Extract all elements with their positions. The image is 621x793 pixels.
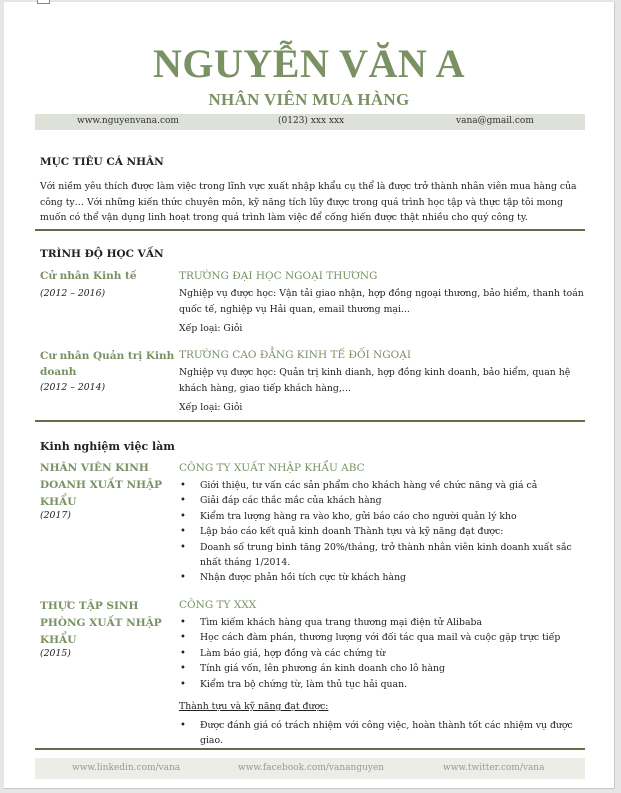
education-description <box>179 365 589 396</box>
experience-duties-list <box>179 478 579 586</box>
section-divider <box>35 420 585 422</box>
achievements-title: Thành tựu và kỹ năng đạt được: <box>179 701 329 712</box>
contact-website[interactable]: www.nguyenvana.com <box>77 116 179 126</box>
position-line: THỰC TẬP SINH <box>40 600 139 612</box>
list-item: • Học cách đàm phán, thương lượng với đối tác qua mail và cuộc gặp trực tiếp <box>179 630 579 645</box>
objective-title: MỤC TIÊU CÁ NHÂN <box>40 156 164 168</box>
education-title: TRÌNH ĐỘ HỌC VẤN <box>40 248 164 260</box>
degree-line: doanh <box>40 366 77 378</box>
section-divider <box>35 748 585 750</box>
experience-title: Kinh nghiệm việc làm <box>40 440 175 453</box>
page-corner-marker <box>37 0 50 4</box>
description-line: quốc tế, nghiệp vụ Hải quan, email thương mại... <box>179 303 410 315</box>
education-degree <box>40 348 174 380</box>
contact-bar <box>35 114 585 130</box>
experience-position <box>40 598 162 649</box>
achievements-list <box>179 718 579 749</box>
description-line: Nghiệp vụ được học: Quản trị kinh dianh, hợp đồng kinh doanh, bảo hiểm, quan hệ <box>179 367 571 378</box>
education-school: TRƯỜNG CAO ĐẲNG KINH TẾ ĐỐI NGOẠI <box>179 349 411 361</box>
description-line: khách hàng, giao tiếp khách hàng,… <box>179 382 352 394</box>
objective-line: Với niềm yêu thích được làm việc trong lĩnh vực xuất nhập khẩu cụ thể là được trở thành nhân viên mua hàng của <box>40 181 577 192</box>
section-divider <box>35 229 585 231</box>
list-item: • Doanh số trung bình tăng 20%/tháng, trở thành nhân viên kinh doanh xuất sắc nhất tháng 1/2014. <box>179 540 579 571</box>
degree-line: Cư nhân Quản trị Kinh <box>40 350 175 362</box>
list-item: • Giải đáp các thắc mắc của khách hàng <box>179 493 579 508</box>
position-line: KHẨU <box>40 496 77 508</box>
education-period: (2012 – 2016) <box>40 288 106 299</box>
experience-period: (2017) <box>40 510 71 521</box>
document-page <box>4 2 615 789</box>
experience-duties-list <box>179 615 579 692</box>
education-degree <box>40 268 137 284</box>
footer-facebook-link[interactable]: www.facebook.com/vananguyen <box>238 763 385 773</box>
contact-phone: (0123) xxx xxx <box>278 116 345 126</box>
list-item: • Tính giá vốn, lên phương án kinh doanh cho lô hàng <box>179 661 579 676</box>
education-period: (2012 – 2014) <box>40 382 106 393</box>
education-school: TRƯỜNG ĐẠI HỌC NGOẠI THƯƠNG <box>179 270 378 282</box>
list-item: • Kiểm tra bộ chứng từ, làm thủ tục hải quan. <box>179 677 579 692</box>
education-rank: Xếp loại: Giỏi <box>179 402 243 413</box>
objective-line: công ty… Với những kiến thức chuyên môn, kỹ năng tích lũy được trong quá trình học tập và thực tập tôi mong <box>40 196 563 208</box>
description-line: Nghiệp vụ được học: Vận tải giao nhận, hợp đồng ngoại thương, bảo hiểm, thanh toán <box>179 288 584 299</box>
list-item: • Lập báo cáo kết quả kinh doanh Thành tựu và kỹ năng đạt được: <box>179 524 579 539</box>
list-item: • Tìm kiếm khách hàng qua trang thương mại điện tử Alibaba <box>179 615 579 630</box>
list-item: • Nhận được phản hồi tích cực từ khách hàng <box>179 570 579 585</box>
objective-line: muốn có thể vận dụng linh hoạt trong quá trình làm việc để cống hiến được thật nhiều cho quý công ty. <box>40 212 528 223</box>
position-line: PHÒNG XUẤT NHẬP <box>40 617 162 629</box>
list-item: • Được đánh giá có trách nhiệm với công việc, hoàn thành tốt các nhiệm vụ được giao. <box>179 718 579 749</box>
position-line: NHÂN VIÊN KINH <box>40 462 149 474</box>
objective-text <box>40 179 590 226</box>
experience-position <box>40 460 162 511</box>
degree-line: Cử nhân Kinh tế <box>40 270 137 282</box>
candidate-role: NHÂN VIÊN MUA HÀNG <box>208 90 410 109</box>
footer-social-bar <box>35 758 585 779</box>
position-line: KHẨU <box>40 634 77 646</box>
experience-company: CÔNG TY XXX <box>179 599 257 611</box>
contact-email[interactable]: vana@gmail.com <box>456 116 534 126</box>
footer-twitter-link[interactable]: www.twitter.com/vana <box>443 763 545 773</box>
footer-linkedin-link[interactable]: www.linkedin.com/vana <box>72 763 181 773</box>
list-item: • Làm báo giá, hợp đồng và các chứng từ <box>179 646 579 661</box>
education-description <box>179 286 589 317</box>
education-rank: Xếp loại: Giỏi <box>179 323 243 334</box>
position-line: DOANH XUẤT NHẬP <box>40 479 163 491</box>
experience-company: CÔNG TY XUẤT NHẬP KHẨU ABC <box>179 462 365 474</box>
list-item: • Kiểm tra lượng hàng ra vào kho, gửi báo cáo cho người quản lý kho <box>179 509 579 524</box>
candidate-name: NGUYỄN VĂN A <box>153 41 465 86</box>
list-item: • Giới thiệu, tư vấn các sản phẩm cho khách hàng về chức năng và giá cả <box>179 478 579 493</box>
experience-period: (2015) <box>40 648 71 659</box>
